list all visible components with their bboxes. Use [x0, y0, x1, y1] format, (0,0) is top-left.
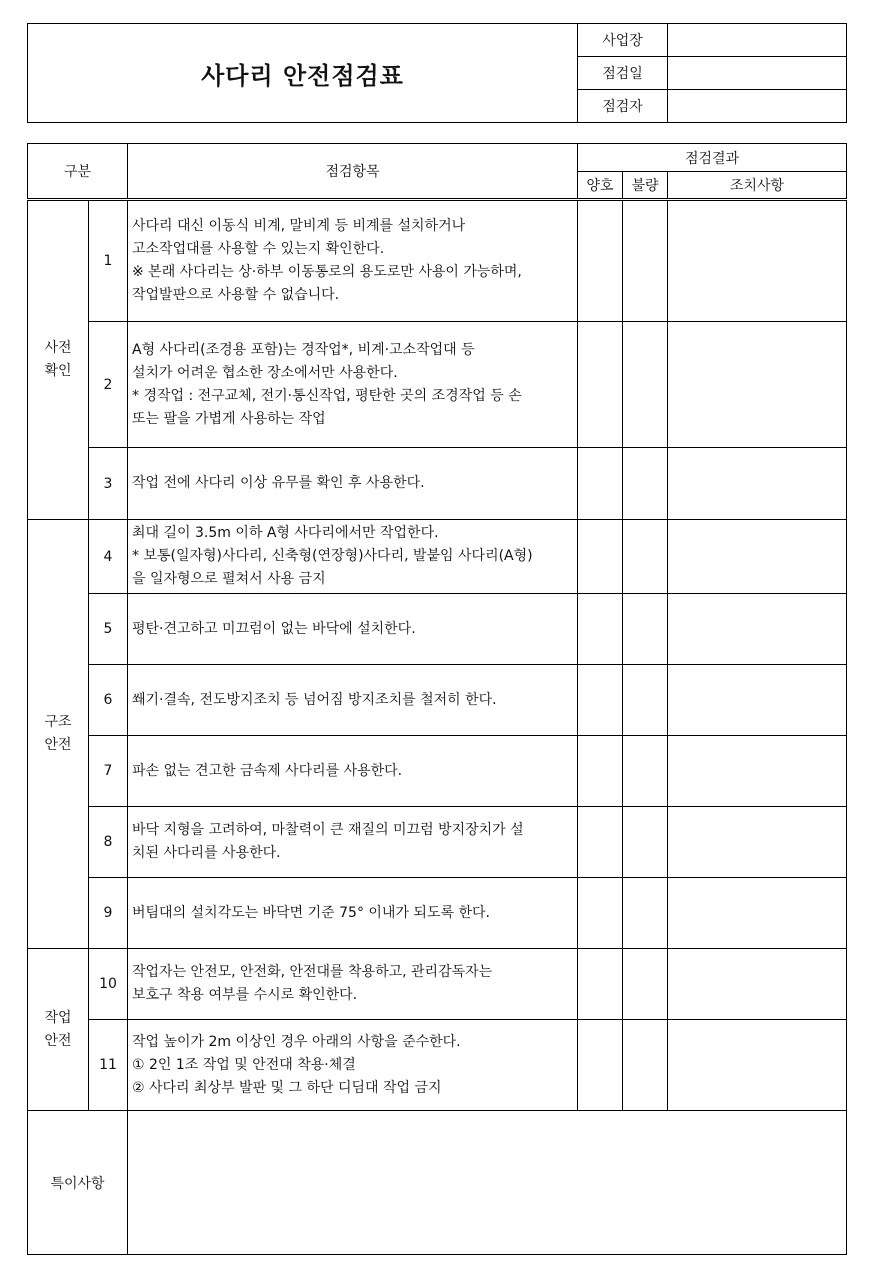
- item-description: [128, 594, 578, 665]
- item-description: [128, 448, 578, 520]
- item-number: 4: [89, 520, 128, 594]
- good-check-cell[interactable]: [578, 949, 623, 1020]
- item-header: 점검항목: [128, 144, 578, 200]
- remarks-row: [28, 1111, 847, 1255]
- section-category-line: 작업: [44, 1009, 72, 1026]
- good-check-cell[interactable]: [578, 878, 623, 949]
- section-category-line: 사전: [44, 340, 72, 356]
- item-description: [128, 1020, 578, 1111]
- item-description-line: 작업발판으로 사용할 수 없습니다.: [132, 287, 340, 303]
- item-description-line: 보호구 착용 여부를 수시로 확인한다.: [132, 987, 358, 1003]
- item-description: [128, 807, 578, 878]
- inspector-field[interactable]: [668, 90, 847, 123]
- remarks-label: 특이사항: [28, 1111, 128, 1255]
- item-description: [128, 520, 578, 594]
- item-number: 6: [89, 665, 128, 736]
- item-description-line: 사다리 대신 이동식 비계, 말비계 등 비계를 설치하거나: [132, 218, 466, 234]
- item-description-line: 작업 전에 사다리 이상 유무를 확인 후 사용한다.: [132, 475, 425, 491]
- bad-check-cell[interactable]: [623, 200, 668, 322]
- item-description-line: 작업 높이가 2m 이상인 경우 아래의 사항을 준수한다.: [132, 1033, 461, 1050]
- item-number: 3: [89, 448, 128, 520]
- good-check-cell[interactable]: [578, 520, 623, 594]
- item-description: [128, 736, 578, 807]
- item-description-line: 또는 팔을 가볍게 사용하는 작업: [132, 410, 326, 427]
- good-check-cell[interactable]: [578, 322, 623, 448]
- good-check-cell[interactable]: [578, 448, 623, 520]
- action-cell[interactable]: [668, 1020, 847, 1111]
- good-check-cell[interactable]: [578, 807, 623, 878]
- item-description-line: ① 2인 1조 작업 및 안전대 착용·체결: [132, 1056, 356, 1073]
- bad-check-cell[interactable]: [623, 878, 668, 949]
- section-category-line: 구조: [44, 714, 72, 730]
- item-number: 9: [89, 878, 128, 949]
- page-title: 사다리 안전점검표: [28, 24, 578, 123]
- item-description-line: 쐐기·결속, 전도방지조치 등 넘어짐 방지조치를 철저히 한다.: [132, 691, 497, 708]
- item-number: 5: [89, 594, 128, 665]
- bad-check-cell[interactable]: [623, 949, 668, 1020]
- item-description: [128, 665, 578, 736]
- action-cell[interactable]: [668, 322, 847, 448]
- action-cell[interactable]: [668, 200, 847, 322]
- inspection-date-label: 점검일: [578, 57, 668, 90]
- item-description-line: 설치가 어려운 협소한 장소에서만 사용한다.: [132, 364, 398, 381]
- table-row: [28, 322, 847, 448]
- item-description-line: 평탄·견고하고 미끄럼이 없는 바닥에 설치한다.: [132, 620, 416, 637]
- section-category: [28, 520, 89, 949]
- action-cell[interactable]: [668, 736, 847, 807]
- bad-check-cell[interactable]: [623, 807, 668, 878]
- table-row: [28, 878, 847, 949]
- item-description: [128, 878, 578, 949]
- action-cell[interactable]: [668, 594, 847, 665]
- bad-check-cell[interactable]: [623, 520, 668, 594]
- item-number: 2: [89, 322, 128, 448]
- item-description-line: 최대 길이 3.5m 이하 A형 사다리에서만 작업한다.: [132, 525, 439, 541]
- table-row: [28, 736, 847, 807]
- item-number: 11: [89, 1020, 128, 1111]
- site-label: 사업장: [578, 24, 668, 57]
- item-description: [128, 322, 578, 448]
- item-number: 1: [89, 200, 128, 322]
- table-row: [28, 594, 847, 665]
- site-field[interactable]: [668, 24, 847, 57]
- item-description-line: 을 일자형으로 펼쳐서 사용 금지: [132, 571, 326, 587]
- item-description-line: 바닥 지형을 고려하여, 마찰력이 큰 재질의 미끄럼 방지장치가 설: [132, 822, 524, 838]
- table-row: [28, 807, 847, 878]
- table-row: [28, 665, 847, 736]
- bad-check-cell[interactable]: [623, 594, 668, 665]
- item-description-line: ② 사다리 최상부 발판 및 그 하단 디딤대 작업 금지: [132, 1079, 442, 1096]
- good-header: 양호: [578, 172, 623, 200]
- good-check-cell[interactable]: [578, 594, 623, 665]
- item-number: 7: [89, 736, 128, 807]
- item-number: 10: [89, 949, 128, 1020]
- bad-check-cell[interactable]: [623, 1020, 668, 1111]
- good-check-cell[interactable]: [578, 736, 623, 807]
- good-check-cell[interactable]: [578, 200, 623, 322]
- action-cell[interactable]: [668, 448, 847, 520]
- item-number: 8: [89, 807, 128, 878]
- item-description: [128, 200, 578, 322]
- good-check-cell[interactable]: [578, 665, 623, 736]
- table-row: [28, 1020, 847, 1111]
- bad-check-cell[interactable]: [623, 448, 668, 520]
- item-description-line: * 경작업 : 전구교체, 전기·통신작업, 평탄한 곳의 조경작업 등 손: [132, 387, 522, 404]
- section-category-line: 안전: [44, 1032, 72, 1049]
- checklist-table: [27, 143, 847, 1255]
- action-cell[interactable]: [668, 949, 847, 1020]
- bad-check-cell[interactable]: [623, 322, 668, 448]
- header-table: [27, 23, 847, 123]
- item-description-line: 치된 사다리를 사용한다.: [132, 845, 281, 861]
- action-cell[interactable]: [668, 878, 847, 949]
- item-description-line: 고소작업대를 사용할 수 있는지 확인한다.: [132, 241, 385, 257]
- section-category-line: 안전: [44, 737, 72, 753]
- remarks-field[interactable]: [128, 1111, 847, 1255]
- action-cell[interactable]: [668, 807, 847, 878]
- bad-check-cell[interactable]: [623, 736, 668, 807]
- table-row: [28, 200, 847, 322]
- item-description-line: 버팀대의 설치각도는 바닥면 기준 75° 이내가 되도록 한다.: [132, 904, 490, 921]
- table-row: [28, 949, 847, 1020]
- item-description-line: 파손 없는 견고한 금속제 사다리를 사용한다.: [132, 762, 403, 779]
- inspector-label: 점검자: [578, 90, 668, 123]
- action-cell[interactable]: [668, 520, 847, 594]
- section-category-line: 확인: [44, 363, 72, 379]
- section-category: [28, 200, 89, 520]
- section-category: [28, 949, 89, 1111]
- item-description-line: A형 사다리(조경용 포함)는 경작업*, 비계·고소작업대 등: [132, 341, 475, 358]
- bad-check-cell[interactable]: [623, 665, 668, 736]
- action-cell[interactable]: [668, 665, 847, 736]
- item-description-line: 작업자는 안전모, 안전화, 안전대를 착용하고, 관리감독자는: [132, 964, 493, 980]
- table-row: [28, 448, 847, 520]
- result-header: 점검결과: [578, 144, 847, 172]
- item-description-line: ※ 본래 사다리는 상·하부 이동통로의 용도로만 사용이 가능하며,: [132, 264, 522, 280]
- good-check-cell[interactable]: [578, 1020, 623, 1111]
- item-description-line: * 보통(일자형)사다리, 신축형(연장형)사다리, 발붙임 사다리(A형): [132, 548, 533, 564]
- category-header: 구분: [28, 144, 128, 200]
- item-description: [128, 949, 578, 1020]
- action-header: 조치사항: [668, 172, 847, 200]
- bad-header: 불량: [623, 172, 668, 200]
- inspection-date-field[interactable]: [668, 57, 847, 90]
- table-row: [28, 520, 847, 594]
